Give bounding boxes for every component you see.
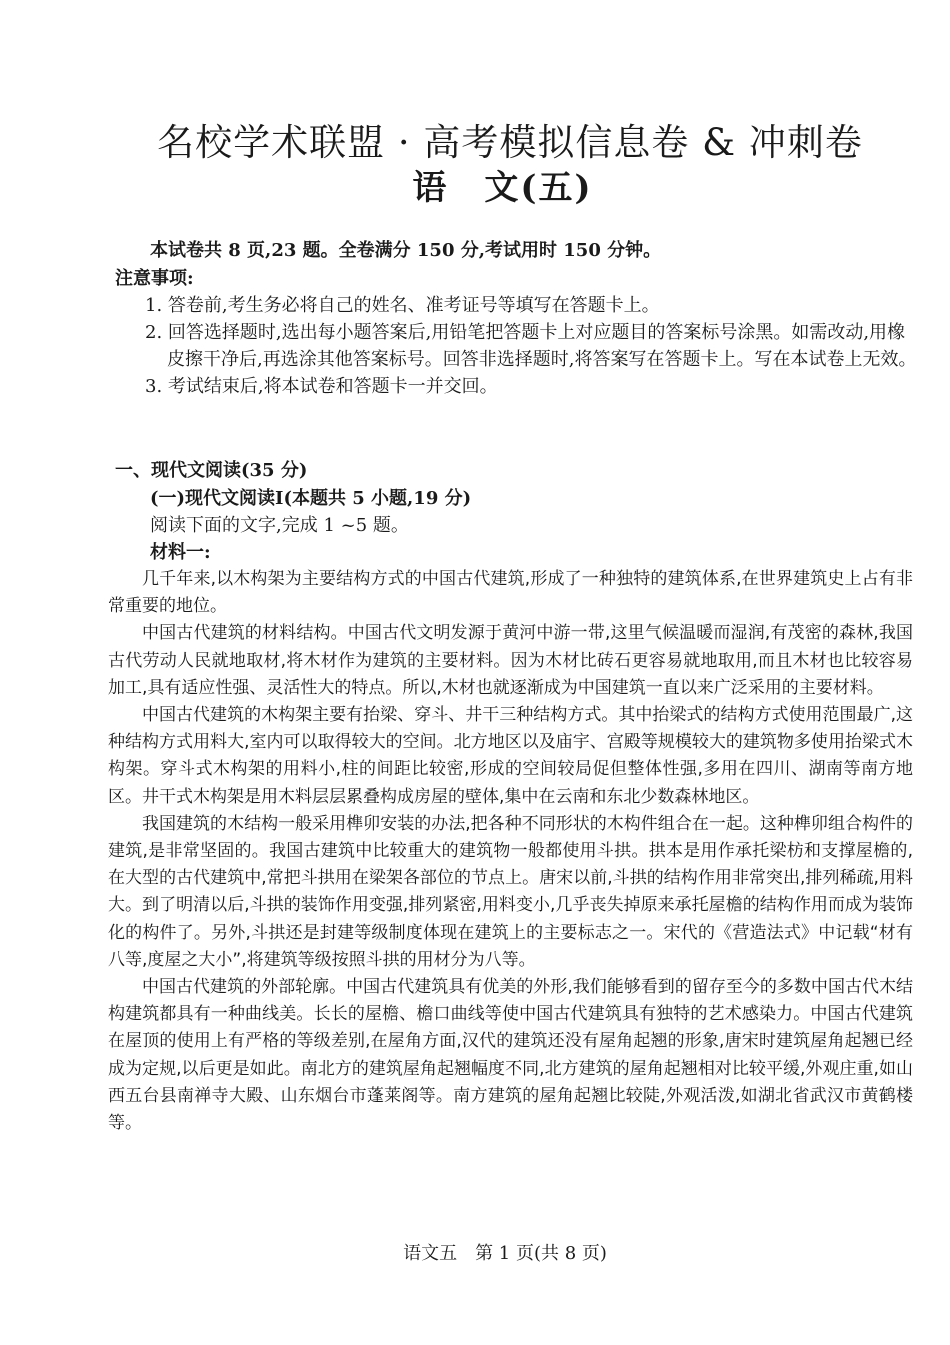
- page-footer: 语文五 第 1 页(共 8 页): [403, 1243, 607, 1264]
- reading-instruction: 阅读下面的文字,完成 1 ~5 题。: [150, 515, 409, 536]
- subsection-title: (一)现代文阅读Ⅰ(本题共 5 小题,19 分): [150, 488, 472, 509]
- notes-title: 注意事项:: [115, 268, 194, 289]
- exam-title: 名校学术联盟 · 高考模拟信息卷 & 冲刺卷: [157, 121, 863, 164]
- paragraph: 我国建筑的木结构一般采用榫卯安装的办法,把各种不同形状的木构件组合在一起。这种榫卯组合构件的建筑,是非常坚固的。我国古建筑中比较重大的建筑物一般都使用斗拱。拱本是用作承托梁枋和支撑屋檐的,在大型的古代建筑中,常把斗拱用在梁架各部位的节点上。唐宋以前,斗拱的结构作用非常突出,排列稀疏,用料大。到了明清以后,斗拱的装饰作用变强,排列紧密,用料变小,几乎丧失掉原来承托屋檐的结构作用而成为装饰化的构件了。另外,斗拱还是封建等级制度体现在建筑上的主要标志之一。宋代的《营造法式》中记载“材有八等,度屋之大小”,将建筑等级按照斗拱的用材分为八等。: [108, 813, 913, 970]
- note-item: 1. 答卷前,考生务必将自己的姓名、准考证号等填写在答题卡上。: [145, 295, 660, 316]
- note-item: 3. 考试结束后,将本试卷和答题卡一并交回。: [145, 376, 498, 397]
- exam-subtitle: 语 文(五): [412, 168, 593, 208]
- paragraph: 中国古代建筑的材料结构。中国古代文明发源于黄河中游一带,这里气候温暖而湿润,有茂密的森林,我国古代劳动人民就地取材,将木材作为建筑的主要材料。因为木材比砖石更容易就地取用,而且木材也比较容易加工,具有适应性强、灵活性大的特点。所以,木材也就逐渐成为中国建筑一直以来广泛采用的主要材料。: [108, 623, 913, 698]
- note-item: 2. 回答选择题时,选出每小题答案后,用铅笔把答题卡上对应题目的答案标号涂黑。如需改动,用橡皮擦干净后,再选涂其他答案标号。回答非选择题时,将答案写在答题卡上。写在本试卷上无效。: [145, 322, 917, 370]
- notes-list: [145, 292, 920, 400]
- section-title: 一、现代文阅读(35 分): [115, 460, 308, 481]
- material-label: 材料一:: [150, 542, 211, 563]
- exam-summary: 本试卷共 8 页,23 题。全卷满分 150 分,考试用时 150 分钟。: [150, 240, 662, 261]
- article-body: [108, 566, 913, 1137]
- paragraph: 几千年来,以木构架为主要结构方式的中国古代建筑,形成了一种独特的建筑体系,在世界建筑史上占有非常重要的地位。: [108, 569, 913, 617]
- paragraph: 中国古代建筑的外部轮廓。中国古代建筑具有优美的外形,我们能够看到的留存至今的多数中国古代木结构建筑都具有一种曲线美。长长的屋檐、檐口曲线等使中国古代建筑具有独特的艺术感染力。中国古代建筑在屋顶的使用上有严格的等级差别,在屋角方面,汉代的建筑还没有屋角起翘的形象,唐宋时建筑屋角起翘已经成为定规,以后更是如此。南北方的建筑屋角起翘幅度不同,北方建筑的屋角起翘相对比较平缓,外观庄重,如山西五台县南禅寺大殿、山东烟台市蓬莱阁等。南方建筑的屋角起翘比较陡,外观活泼,如湖北省武汉市黄鹤楼等。: [108, 977, 913, 1134]
- paragraph: 中国古代建筑的木构架主要有抬梁、穿斗、井干三种结构方式。其中抬梁式的结构方式使用范围最广,这种结构方式用料大,室内可以取得较大的空间。北方地区以及庙宇、宫殿等规模较大的建筑物多使用抬梁式木构架。穿斗式木构架的用料小,柱的间距比较密,形成的空间较局促但整体性强,多用在四川、湖南等南方地区。井干式木构架是用木料层层累叠构成房屋的壁体,集中在云南和东北少数森林地区。: [108, 705, 913, 807]
